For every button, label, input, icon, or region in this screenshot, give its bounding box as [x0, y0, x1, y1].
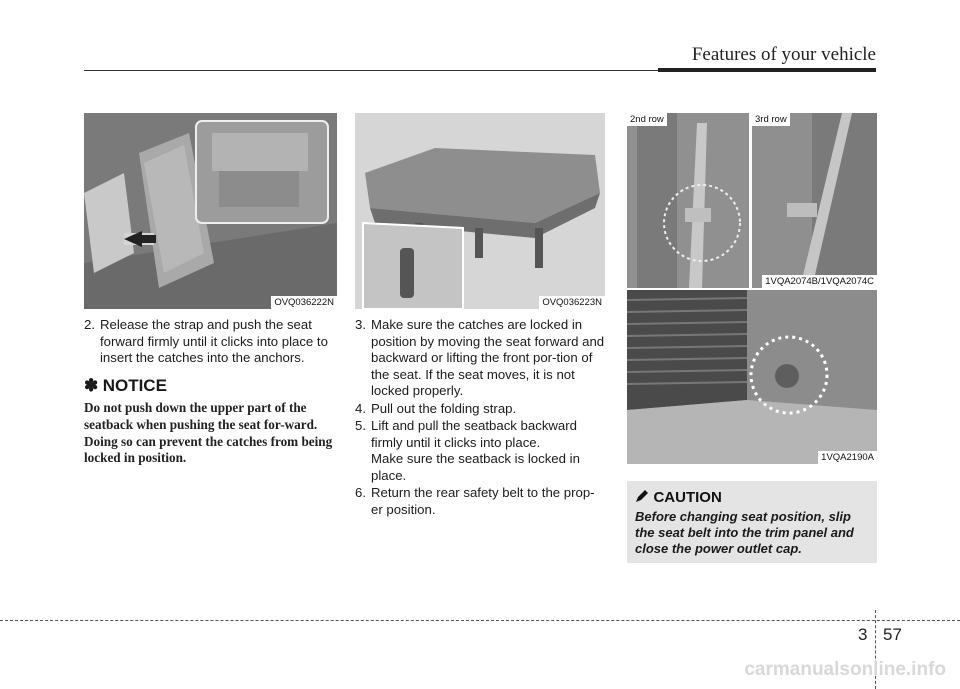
notice-body: Do not push down the upper part of the seatback when pushing the seat for-ward. Doing so can prevent the catches from being locked in position.: [84, 400, 333, 466]
step-number: 5.: [355, 418, 366, 433]
section-title: Features of your vehicle: [691, 44, 876, 65]
step-number: 4.: [355, 400, 366, 416]
step-text: Release the strap and push the seat: [100, 317, 312, 332]
belt-3rd-row-illustration: [752, 113, 877, 288]
step-text-continued: forward firmly until it clicks into place to insert the catches into the anchors.: [100, 333, 328, 365]
caution-box: [627, 481, 877, 563]
chapter-number: 3: [858, 625, 868, 644]
figure-code: OVQ036222N: [271, 296, 337, 309]
figure-2nd-row-belt: [627, 113, 749, 288]
header-rule-accent: [658, 68, 876, 72]
figure-power-outlet: [627, 290, 877, 464]
figure-code: OVQ036223N: [539, 296, 605, 309]
column-1-text: [84, 317, 337, 368]
figure-seat-underside: [355, 113, 605, 309]
caution-body: Before changing seat position, slip the seat belt into the trim panel and close the power outlet cap.: [635, 509, 854, 556]
step-text: Make sure the catches are locked in: [371, 317, 583, 332]
figure-code: 1VQA2074B/1VQA2074C: [762, 275, 877, 288]
step-text-continued: position by moving the seat forward and backward or lifting the front por-tion of the seat. If the seat moves, it is not locked properly.: [371, 333, 605, 398]
step-number: 3.: [355, 317, 366, 332]
step-2: [84, 317, 337, 367]
notice-heading: [84, 376, 167, 396]
step-text: Return the rear safety belt to the prop-: [371, 485, 595, 500]
row-label-3rd: 3rd row: [752, 113, 790, 126]
step-6: [355, 485, 605, 518]
step-text: Lift and pull the seatback backward: [371, 418, 577, 433]
step-5: [355, 418, 605, 484]
step-note: Make sure the seatback is locked in place.: [371, 451, 580, 483]
footer-rule: [0, 620, 960, 621]
figure-seat-push-forward: [84, 113, 337, 309]
caution-title: CAUTION: [653, 489, 722, 506]
watermark: carmanualsonline.info: [744, 659, 946, 680]
belt-2nd-row-illustration: [627, 113, 749, 288]
notice-symbol: ✽: [84, 376, 99, 395]
figure-3rd-row-belt: [752, 113, 877, 288]
step-4: [355, 401, 605, 418]
column-2-text: [355, 317, 605, 519]
seat-push-illustration: [84, 113, 337, 309]
seat-catches-illustration: [355, 113, 605, 309]
step-text-continued: er position.: [371, 501, 436, 517]
power-outlet-illustration: [627, 290, 877, 464]
figure-code: 1VQA2190A: [818, 451, 877, 464]
row-label-2nd: 2nd row: [627, 113, 667, 126]
step-text-continued: firmly until it clicks into place.: [371, 434, 541, 450]
notice-title: NOTICE: [102, 376, 167, 395]
caution-pencil-icon: [635, 489, 649, 503]
caution-heading: [635, 489, 722, 507]
step-number: 2.: [84, 317, 95, 332]
page-number: 57: [883, 625, 902, 644]
step-3: [355, 317, 605, 400]
step-number: 6.: [355, 485, 366, 500]
step-text: Pull out the folding strap.: [371, 400, 517, 416]
